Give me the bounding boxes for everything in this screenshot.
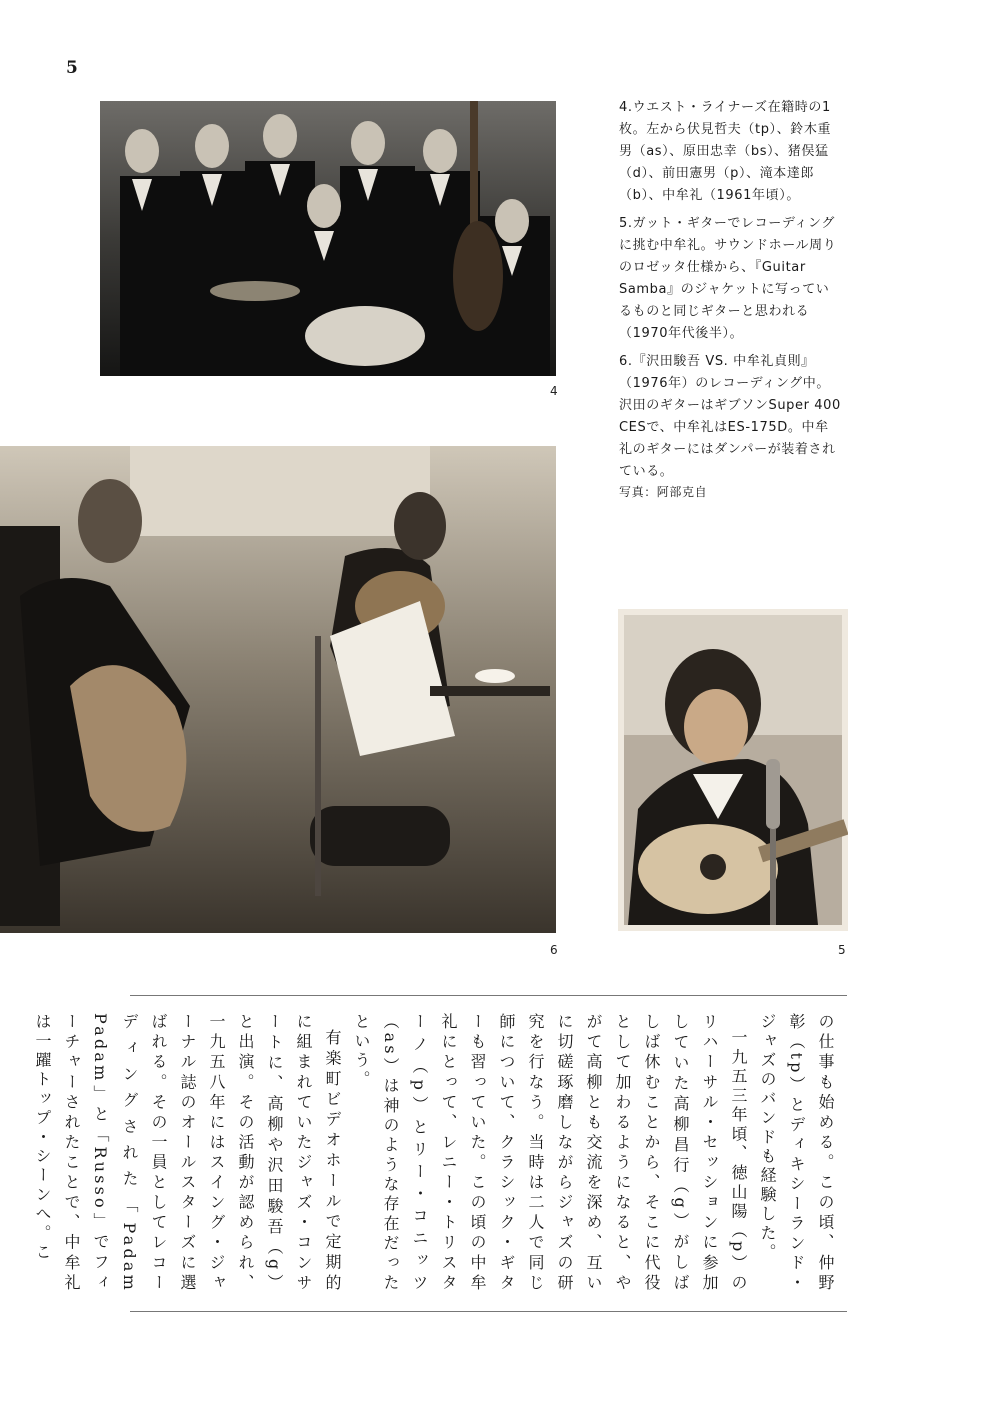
body-paragraph-1: の仕事も始める。この頃、仲野彰（tp）とディキシーランド・ジャズのバンドも経験した。: [758, 1013, 835, 1293]
body-text: [33, 1013, 840, 1293]
caption-photo5: 5.ガット・ギターでレコーディングに挑む中牟礼。サウンドホール周りのロゼッタ仕様から、『Guitar Samba』のジャケットに写っているものと同じギターと思われる（1970年代後半）。: [619, 216, 837, 341]
caption-photo6: 6.『沢田駿吾 VS. 中牟礼貞則』（1976年）のレコーディング中。沢田のギターはギブソンSuper 400 CESで、中牟礼はES-175D。中牟礼のギターにはダンパーが装着されている。: [619, 354, 841, 479]
body-paragraph-3: 有楽町ビデオホールで定期的に組まれていたジャズ・コンサートに、高柳や沢田駿吾（g）と出演。その活動が認められ、一九五八年にはスイング・ジャーナル誌のオールスターズに選ばれる。その一員としてレコーディングされた「Padam Padam」と「Russo」でフィーチャーされたことで、中牟礼は一躍トップ・シーンへ。こ: [33, 1013, 342, 1293]
bottom-rule: [130, 1311, 847, 1312]
photo-captions: [619, 97, 841, 507]
photo-gut-guitar: [618, 609, 848, 931]
body-paragraph-2: 一九五三年頃、徳山陽（p）のリハーサル・セッションに参加していた高柳昌行（g）がしばしば休むことから、そこに代役として加わるようになると、やがて高柳とも交流を深め、互いに切磋琢磨しながらジャズの研究を行なう。当時は二人で同じ師について、クラシック・ギターも習っていた。この頃の中牟礼にとって、レニー・トリスターノ（p）とリー・コニッツ（as）は神のような存在だったという。: [352, 1013, 748, 1293]
caption-photo4: 4.ウエスト・ライナーズ在籍時の1枚。左から伏見哲夫（tp）、鈴木重男（as）、原田忠幸（bs）、猪俣猛（d）、前田憲男（p）、滝本達郎（b）、中牟礼（1961年頃）。: [619, 100, 832, 203]
photo4-number: 4: [550, 384, 558, 398]
page-number: 5: [66, 58, 78, 78]
photo6-number: 6: [550, 943, 558, 957]
top-rule: [130, 995, 847, 996]
photo-recording-session: [0, 446, 556, 933]
photo-band-group: [100, 101, 556, 376]
photo5-number: 5: [838, 943, 846, 957]
photo-credit: 写真：阿部克自: [619, 485, 708, 499]
